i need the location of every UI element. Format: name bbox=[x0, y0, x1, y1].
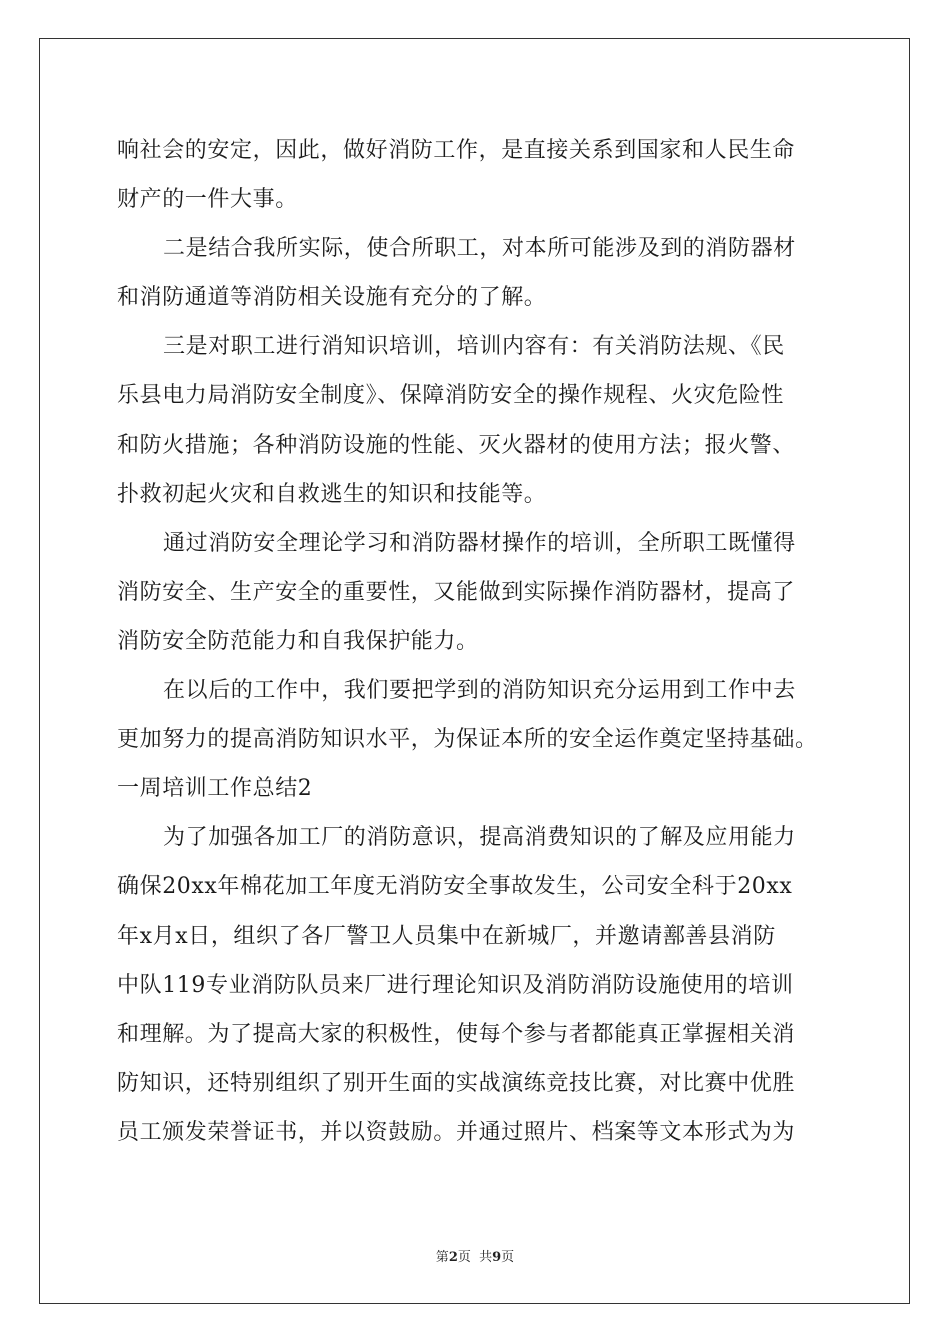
text-line: 三是对职工进行消知识培训，培训内容有：有关消防法规、《民 bbox=[163, 334, 785, 360]
document-body bbox=[117, 126, 837, 1157]
text-line: 扑救初起火灾和自救逃生的知识和技能等。 bbox=[117, 481, 547, 507]
footer-prefix: 第 bbox=[435, 1250, 449, 1265]
text-line: 年x月x日，组织了各厂警卫人员集中在新城厂，并邀请鄯善县消防 bbox=[117, 923, 776, 949]
text-line: 乐县电力局消防安全制度》、保障消防安全的操作规程、火灾危险性 bbox=[117, 383, 785, 409]
text-line: 确保20xx年棉花加工年度无消防安全事故发生，公司安全科于20xx bbox=[117, 874, 793, 900]
text-line: 员工颁发荣誉证书，并以资鼓励。并通过照片、档案等文本形式为为 bbox=[117, 1119, 796, 1145]
text-line: 和消防通道等消防相关设施有充分的了解。 bbox=[117, 285, 547, 311]
text-line: 通过消防安全理论学习和消防器材操作的培训，全所职工既懂得 bbox=[163, 530, 796, 556]
text-line: 一周培训工作总结2 bbox=[117, 776, 313, 802]
text-line: 消防安全、生产安全的重要性，又能做到实际操作消防器材，提高了 bbox=[117, 579, 796, 605]
text-line: 在以后的工作中，我们要把学到的消防知识充分运用到工作中去 bbox=[163, 678, 796, 704]
text-line: 财产的一件大事。 bbox=[117, 187, 298, 213]
text-line: 消防安全防范能力和自我保护能力。 bbox=[117, 628, 479, 654]
page-footer bbox=[0, 1246, 950, 1265]
text-line: 更加努力的提高消防知识水平，为保证本所的安全运作奠定坚持基础。 bbox=[117, 727, 818, 753]
text-line: 和防火措施；各种消防设施的性能、灭火器材的使用方法；报火警、 bbox=[117, 432, 796, 458]
footer-suffix: 页 bbox=[501, 1250, 515, 1265]
text-line: 和理解。为了提高大家的积极性，使每个参与者都能真正掌握相关消 bbox=[117, 1021, 796, 1047]
text-line: 二是结合我所实际，使合所职工，对本所可能涉及到的消防器材 bbox=[163, 236, 796, 262]
text-line: 响社会的安定，因此，做好消防工作，是直接关系到国家和人民生命 bbox=[117, 138, 796, 163]
footer-total-pages: 9 bbox=[492, 1250, 502, 1265]
footer-mid: 页 共 bbox=[457, 1250, 493, 1265]
text-line: 中队119专业消防队员来厂进行理论知识及消防消防设施使用的培训 bbox=[117, 972, 794, 998]
footer-current-page: 2 bbox=[448, 1250, 458, 1265]
text-line: 为了加强各加工厂的消防意识，提高消费知识的了解及应用能力 bbox=[163, 825, 796, 851]
text-line: 防知识，还特别组织了别开生面的实战演练竞技比赛，对比赛中优胜 bbox=[117, 1070, 796, 1096]
